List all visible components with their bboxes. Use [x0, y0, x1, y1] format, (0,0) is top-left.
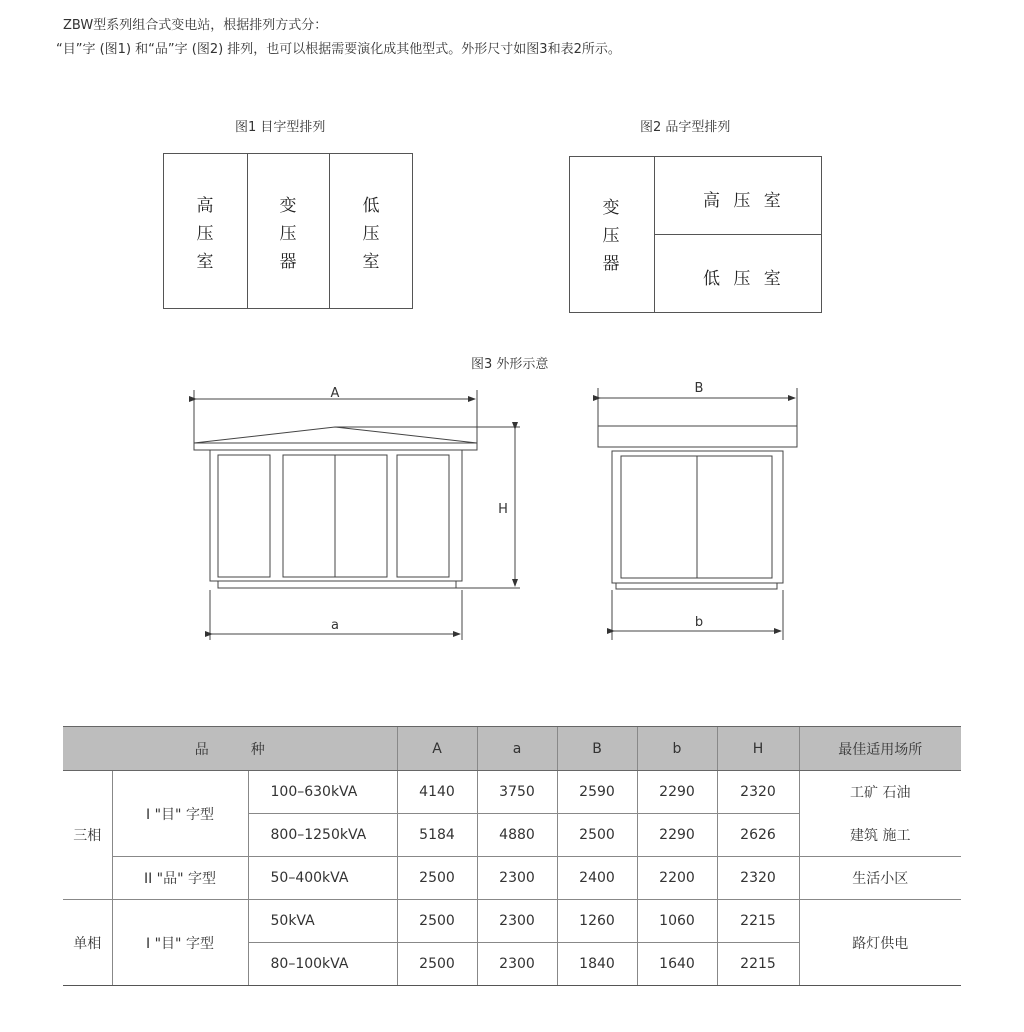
- fig1-transformer: 变 压 器: [279, 196, 297, 272]
- dim-B-label: B: [694, 381, 704, 396]
- table-row: 80–100kVA 2500 2300 1840 1640 2215: [63, 943, 961, 986]
- dim-a-label: a: [331, 618, 339, 633]
- type-pin: II "品" 字型: [112, 857, 248, 900]
- type-mu: I "目" 字型: [112, 771, 248, 857]
- fig2-transformer: 变 压 器: [602, 198, 620, 274]
- dim-A-label: A: [330, 386, 340, 401]
- fig2-low-voltage-room: 低 压 室: [703, 269, 785, 289]
- table-header-row: [63, 727, 961, 771]
- dim-H-label: H: [498, 502, 508, 517]
- fig2-caption: 图2 品字型排列: [640, 120, 731, 135]
- fig1-low-voltage-room: 低 压 室: [362, 196, 380, 272]
- group-single-phase: 单相: [63, 900, 112, 986]
- table-row: 单相 I "目" 字型 50kVA 2500 2300 1260 1060 2215 路灯供电: [63, 900, 961, 943]
- table-row: 800–1250kVA 5184 4880 2500 2290 2626 建筑 施工: [63, 814, 961, 857]
- intro-line-2: “目”字 (图1) 和“品”字 (图2) 排列，也可以根据需要演化成其他型式。外形尺寸如图3和表2所示。: [56, 42, 621, 57]
- spec-table: [63, 726, 961, 986]
- header-variety: 品 种: [63, 727, 397, 771]
- group-three-phase: 三相: [63, 771, 112, 900]
- fig1-caption: 图1 目字型排列: [235, 120, 326, 135]
- header-B: B: [557, 727, 637, 771]
- table-row: 三相 I "目" 字型 100–630kVA 4140 3750 2590 2290 2320 工矿 石油: [63, 771, 961, 814]
- table-row: II "品" 字型 50–400kVA 2500 2300 2400 2200 2320 生活小区: [63, 857, 961, 900]
- type-mu-single: I "目" 字型: [112, 900, 248, 986]
- fig3-caption: 图3 外形示意: [471, 357, 549, 372]
- header-application: 最佳适用场所: [799, 727, 961, 771]
- header-H: H: [717, 727, 799, 771]
- intro-line-1: ZBW型系列组合式变电站，根据排列方式分：: [63, 18, 328, 33]
- fig1-high-voltage-room: 高 压 室: [196, 196, 214, 272]
- fig2-high-voltage-room: 高 压 室: [703, 191, 785, 211]
- dim-b-label: b: [694, 615, 704, 630]
- header-a: a: [477, 727, 557, 771]
- header-b: b: [637, 727, 717, 771]
- header-A: A: [397, 727, 477, 771]
